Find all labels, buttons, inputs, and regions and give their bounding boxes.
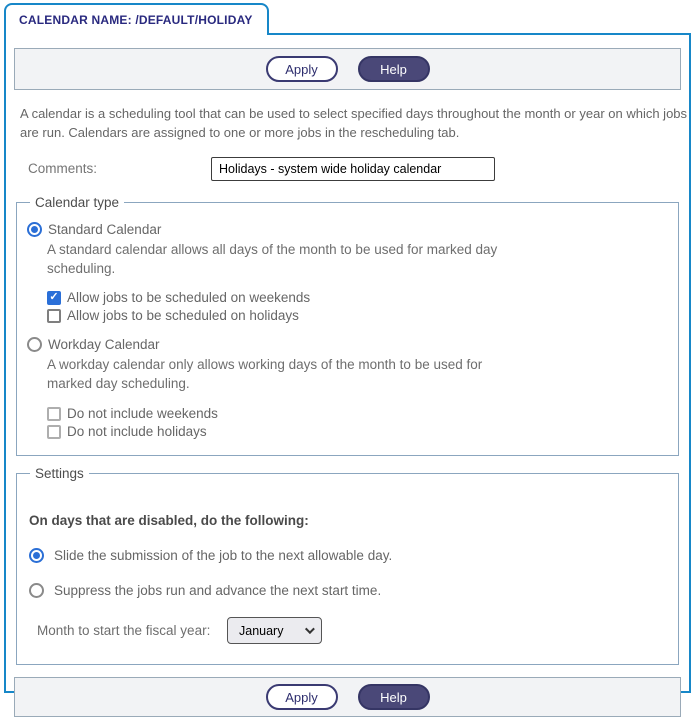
workday-calendar-options — [25, 406, 668, 439]
suppress-run-radio[interactable] — [29, 583, 668, 598]
fiscal-month-select[interactable] — [227, 617, 322, 644]
apply-button[interactable]: Apply — [266, 684, 338, 710]
help-button[interactable]: Help — [358, 684, 430, 710]
suppress-run-label: Suppress the jobs run and advance the next start time. — [54, 583, 382, 599]
checkbox-unchecked-icon — [47, 309, 61, 323]
settings-legend: Settings — [35, 466, 84, 482]
fiscal-year-row — [37, 617, 668, 644]
standard-calendar-radio[interactable] — [27, 222, 668, 237]
workday-calendar-description: A workday calendar only allows working days of the month to be used for marked day scheduling. — [47, 357, 483, 392]
calendar-settings-panel — [4, 33, 691, 705]
no-weekends-checkbox-label: Do not include weekends — [67, 406, 218, 422]
standard-calendar-label: Standard Calendar — [48, 221, 162, 237]
workday-calendar-radio[interactable] — [27, 337, 668, 352]
checkbox-disabled-icon — [47, 425, 61, 439]
checkbox-disabled-icon — [47, 407, 61, 421]
no-holidays-checkbox-label: Do not include holidays — [67, 424, 207, 440]
no-weekends-checkbox-row[interactable] — [47, 406, 668, 421]
weekends-checkbox-label: Allow jobs to be scheduled on weekends — [67, 290, 311, 306]
apply-button[interactable]: Apply — [266, 56, 338, 82]
calendar-type-legend: Calendar type — [35, 194, 120, 210]
radio-unselected-icon — [27, 337, 42, 352]
calendar-description-text: A calendar is a scheduling tool that can be used to select specified days throughout the month or year on which jobs are run. Calendars are assigned to one or more jobs in the rescheduling tab. — [20, 106, 688, 140]
checkmark-icon: ✓ — [49, 291, 59, 304]
checkbox-checked-icon — [47, 291, 61, 305]
standard-calendar-options — [25, 290, 668, 323]
slide-submission-label: Slide the submission of the job to the next allowable day. — [54, 548, 393, 564]
weekends-checkbox-row[interactable] — [47, 290, 668, 305]
no-holidays-checkbox-row[interactable] — [47, 424, 668, 439]
radio-unselected-icon — [29, 583, 44, 598]
holidays-checkbox-row[interactable] — [47, 308, 668, 323]
disabled-days-heading: On days that are disabled, do the following: — [29, 513, 309, 529]
radio-selected-icon — [29, 548, 44, 563]
bottom-toolbar — [14, 677, 681, 717]
settings-fieldset — [16, 466, 679, 665]
top-toolbar — [14, 48, 681, 90]
fiscal-year-label: Month to start the fiscal year: — [37, 623, 211, 639]
standard-calendar-description: A standard calendar allows all days of the month to be used for marked day scheduling. — [47, 241, 498, 276]
comments-label: Comments: — [28, 161, 98, 177]
tab-calendar-name-label: CALENDAR NAME: /DEFAULT/HOLIDAY — [19, 13, 253, 27]
calendar-type-fieldset — [16, 195, 679, 457]
help-button[interactable]: Help — [358, 56, 430, 82]
tab-calendar-name[interactable] — [4, 3, 269, 35]
radio-selected-icon — [27, 222, 42, 237]
comments-input[interactable] — [211, 157, 495, 181]
slide-submission-radio[interactable] — [29, 548, 668, 563]
comments-row — [28, 157, 681, 181]
chevron-down-icon — [305, 624, 315, 634]
fiscal-month-selected-value: January — [239, 623, 284, 638]
holidays-checkbox-label: Allow jobs to be scheduled on holidays — [67, 308, 299, 324]
workday-calendar-label: Workday Calendar — [48, 337, 160, 353]
